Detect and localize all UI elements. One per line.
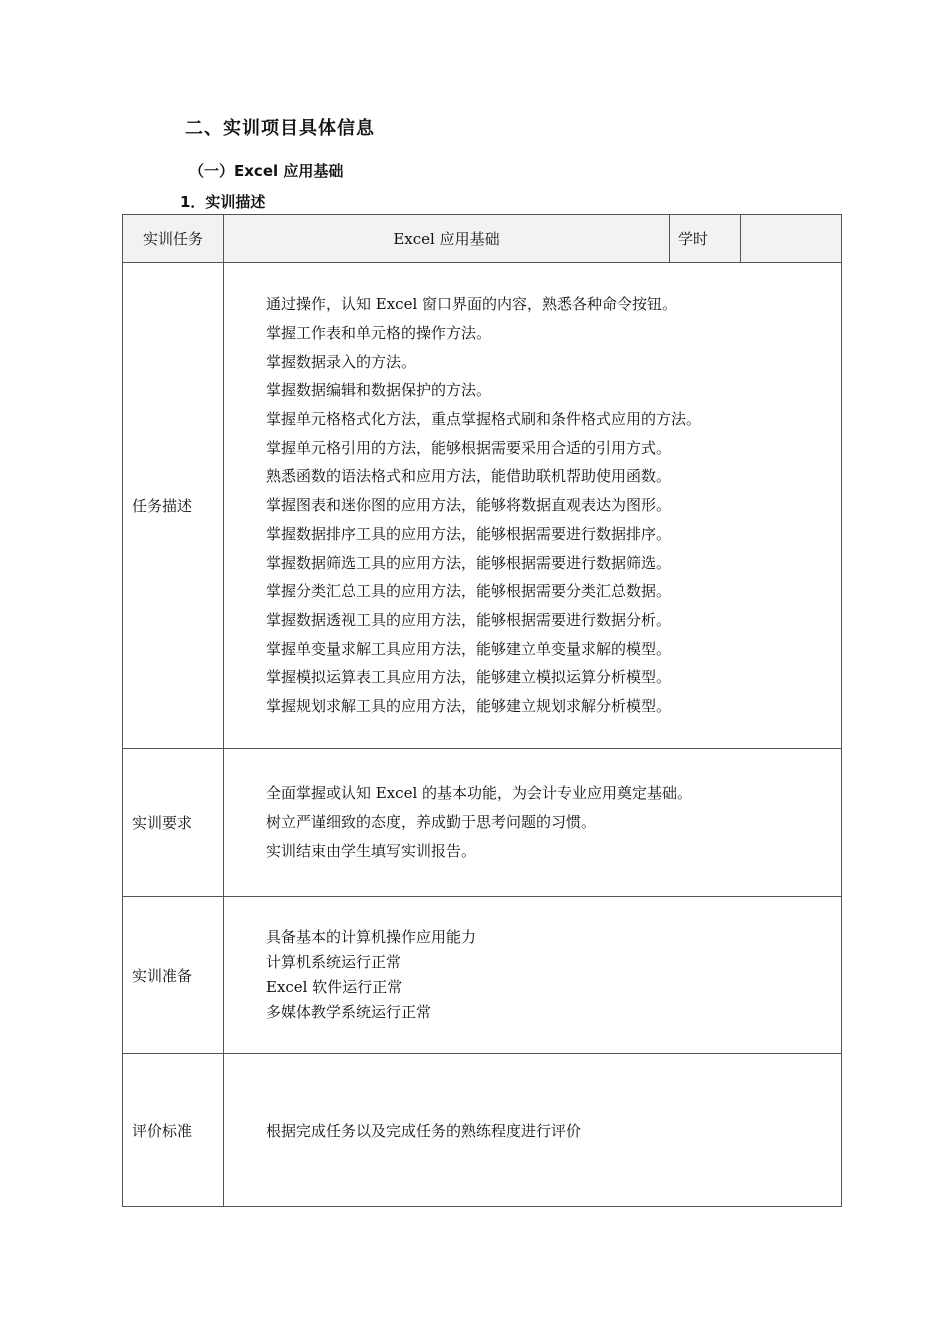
row-content bbox=[224, 749, 842, 897]
table-row bbox=[123, 749, 842, 897]
content-line: 掌握数据排序工具的应用方法，能够根据需要进行数据排序。 bbox=[266, 524, 672, 543]
row-content bbox=[224, 263, 842, 749]
content-line: 掌握单元格格式化方法，重点掌握格式刷和条件格式应用的方法。 bbox=[266, 410, 702, 429]
content-line: 熟悉函数的语法格式和应用方法，能借助联机帮助使用函数。 bbox=[266, 467, 672, 486]
task-label-cell: 实训任务 bbox=[123, 215, 224, 263]
content-line: 全面掌握或认知 Excel 的基本功能，为会计专业应用奠定基础。 bbox=[266, 784, 693, 802]
item-title: 1．实训描述 bbox=[180, 193, 266, 211]
row-label: 任务描述 bbox=[123, 263, 224, 749]
content-line: 实训结束由学生填写实训报告。 bbox=[266, 842, 477, 860]
content-line: 掌握图表和迷你图的应用方法，能够将数据直观表达为图形。 bbox=[266, 496, 672, 515]
row-label: 实训要求 bbox=[123, 749, 224, 897]
content-line: 树立严谨细致的态度，养成勤于思考问题的习惯。 bbox=[266, 813, 597, 831]
content-line: 计算机系统运行正常 bbox=[266, 953, 402, 971]
content-line: 多媒体教学系统运行正常 bbox=[266, 1003, 432, 1021]
content-line: 通过操作，认知 Excel 窗口界面的内容，熟悉各种命令按钮。 bbox=[266, 295, 678, 314]
content-line: 根据完成任务以及完成任务的熟练程度进行评价 bbox=[266, 1121, 582, 1140]
training-description-table bbox=[122, 214, 842, 1207]
content-line: 掌握数据筛选工具的应用方法，能够根据需要进行数据筛选。 bbox=[266, 553, 672, 572]
content-line: 具备基本的计算机操作应用能力 bbox=[266, 928, 477, 946]
row-content bbox=[224, 897, 842, 1054]
content-line: 掌握工作表和单元格的操作方法。 bbox=[266, 323, 492, 342]
table-row bbox=[123, 897, 842, 1054]
row-label: 实训准备 bbox=[123, 897, 224, 1054]
task-value-cell: Excel 应用基础 bbox=[224, 215, 670, 263]
content-line: 掌握分类汇总工具的应用方法，能够根据需要分类汇总数据。 bbox=[266, 582, 672, 601]
hours-value-cell bbox=[741, 215, 842, 263]
content-line: 掌握数据透视工具的应用方法，能够根据需要进行数据分析。 bbox=[266, 610, 672, 629]
table-row bbox=[123, 263, 842, 749]
content-line: 掌握单元格引用的方法，能够根据需要采用合适的引用方式。 bbox=[266, 438, 672, 457]
hours-label-cell: 学时 bbox=[670, 215, 741, 263]
table-row bbox=[123, 1054, 842, 1207]
subsection-title: （一）Excel 应用基础 bbox=[189, 162, 344, 180]
content-line: 掌握数据录入的方法。 bbox=[266, 352, 417, 371]
content-line: 掌握规划求解工具的应用方法，能够建立规划求解分析模型。 bbox=[266, 697, 672, 716]
content-line: 掌握数据编辑和数据保护的方法。 bbox=[266, 381, 492, 400]
content-line: 掌握模拟运算表工具应用方法，能够建立模拟运算分析模型。 bbox=[266, 668, 672, 687]
content-line: 掌握单变量求解工具应用方法，能够建立单变量求解的模型。 bbox=[266, 639, 672, 658]
content-line: Excel 软件运行正常 bbox=[266, 978, 403, 996]
row-content bbox=[224, 1054, 842, 1207]
section-title: 二、实训项目具体信息 bbox=[185, 118, 375, 139]
table-header-row bbox=[123, 215, 842, 263]
row-label: 评价标准 bbox=[123, 1054, 224, 1207]
